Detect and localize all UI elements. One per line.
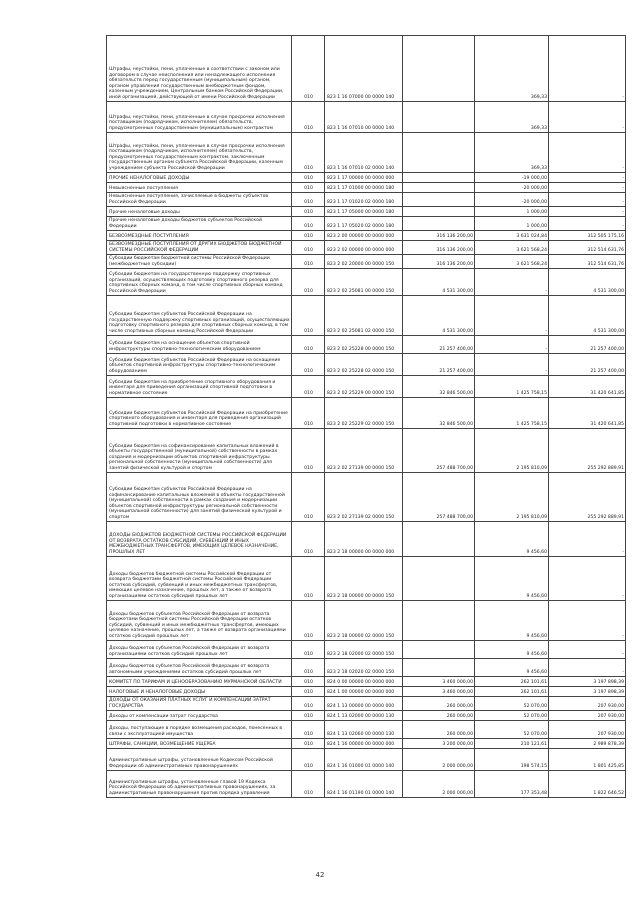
table-row — [107, 183, 626, 193]
row-plan-cell: 257 488 700,00 — [403, 429, 475, 473]
row-plan-cell — [403, 641, 475, 659]
row-name-cell: Субсидии бюджетам субъектов Российской Федерации на оснащение объектов спортивной инфраструктуры спортивно-технологическим оборудованием — [107, 354, 292, 376]
row-plan-cell — [403, 193, 475, 207]
table-row — [107, 241, 626, 255]
row-name-cell: Доходы от компенсации затрат государства — [107, 711, 292, 721]
row-code-cell: 010 — [292, 354, 325, 376]
row-plan-cell — [403, 207, 475, 217]
row-code-cell: 010 — [292, 269, 325, 296]
row-code-cell: 010 — [292, 231, 325, 241]
row-kbk-cell: 823 1 17 05020 02 0000 180 — [325, 217, 403, 231]
row-name-cell: Административные штрафы, установленные Кодексом Российской Федерации об административных правонарушениях — [107, 749, 292, 771]
row-exec-cell: 52 070,00 — [475, 697, 549, 711]
table-row — [107, 721, 626, 739]
row-rest-cell: 1 822 646,52 — [549, 771, 626, 798]
row-kbk-cell: 823 1 16 07010 00 0000 140 — [325, 102, 403, 133]
row-plan-cell: 21 257 400,00 — [403, 354, 475, 376]
row-kbk-cell: 823 2 02 20000 00 0000 150 — [325, 255, 403, 269]
row-exec-cell: 210 121,61 — [475, 739, 549, 749]
row-code-cell: 010 — [292, 336, 325, 354]
row-plan-cell — [403, 36, 475, 102]
row-code-cell: 010 — [292, 207, 325, 217]
row-code-cell: 010 — [292, 749, 325, 771]
row-plan-cell: 2 000 000,00 — [403, 749, 475, 771]
row-code-cell: 010 — [292, 36, 325, 102]
row-kbk-cell: 823 1 17 05000 00 0000 180 — [325, 207, 403, 217]
row-rest-cell: 312 505 175,16 — [549, 231, 626, 241]
row-name-cell: Прочие неналоговые доходы бюджетов субъектов Российской Федерации — [107, 217, 292, 231]
row-exec-cell: - — [475, 336, 549, 354]
row-kbk-cell: 823 1 17 01000 00 0000 180 — [325, 183, 403, 193]
row-exec-cell: 9 456,60 — [475, 641, 549, 659]
row-rest-cell: - — [549, 641, 626, 659]
row-exec-cell: 9 456,60 — [475, 522, 549, 557]
row-plan-cell: 316 136 200,00 — [403, 241, 475, 255]
row-plan-cell: 316 136 200,00 — [403, 231, 475, 241]
table-row — [107, 398, 626, 429]
table-row — [107, 771, 626, 798]
row-rest-cell: - — [549, 601, 626, 641]
row-code-cell: 010 — [292, 255, 325, 269]
row-rest-cell: 4 531 300,00 — [549, 296, 626, 336]
row-rest-cell: 31 420 641,85 — [549, 398, 626, 429]
row-plan-cell: 32 846 500,00 — [403, 376, 475, 398]
row-rest-cell: 255 292 889,91 — [549, 473, 626, 522]
table-row — [107, 173, 626, 183]
row-code-cell: 010 — [292, 398, 325, 429]
row-kbk-cell: 823 1 17 00000 00 0000 000 — [325, 173, 403, 183]
row-plan-cell — [403, 173, 475, 183]
row-exec-cell: 9 456,60 — [475, 601, 549, 641]
row-plan-cell: 257 488 700,00 — [403, 473, 475, 522]
row-name-cell: Доходы, поступающие в порядке возмещения расходов, понесенных в связи с эксплуатацией имущества — [107, 721, 292, 739]
row-exec-cell: 52 070,00 — [475, 711, 549, 721]
row-name-cell: Доходы бюджетов субъектов Российской Федерации от возврата бюджетами бюджетной системы Российской Федерации остатков субсидий, субвенций и иных межбюджетных трансфертов, имеющих целевое назначение, прошлых лет, а также от возврата организациями остатков субсидий прошлых лет — [107, 601, 292, 641]
row-rest-cell: 3 197 898,39 — [549, 687, 626, 697]
row-kbk-cell: 824 0 00 00000 00 0000 000 — [325, 677, 403, 687]
row-rest-cell: 207 930,00 — [549, 721, 626, 739]
row-exec-cell: 1 000,00 — [475, 217, 549, 231]
row-exec-cell: - — [475, 354, 549, 376]
row-plan-cell — [403, 522, 475, 557]
row-kbk-cell: 824 1 16 00000 00 0000 000 — [325, 739, 403, 749]
row-code-cell: 010 — [292, 697, 325, 711]
row-name-cell: Субсидии бюджетам на оснащение объектов спортивной инфраструктуры спортивно-технологическим оборудованием — [107, 336, 292, 354]
table-row — [107, 36, 626, 102]
table-row — [107, 687, 626, 697]
table-row — [107, 231, 626, 241]
row-code-cell: 010 — [292, 217, 325, 231]
row-code-cell: 010 — [292, 473, 325, 522]
row-code-cell: 010 — [292, 133, 325, 173]
row-rest-cell: - — [549, 173, 626, 183]
row-rest-cell: - — [549, 102, 626, 133]
row-plan-cell: 21 257 400,00 — [403, 336, 475, 354]
row-rest-cell: 31 420 641,85 — [549, 376, 626, 398]
row-kbk-cell: 823 2 02 25081 02 0000 150 — [325, 296, 403, 336]
row-kbk-cell: 824 1 16 01000 01 0000 140 — [325, 749, 403, 771]
row-name-cell: ШТРАФЫ, САНКЦИИ, ВОЗМЕЩЕНИЕ УЩЕРБА — [107, 739, 292, 749]
row-kbk-cell: 823 2 18 00000 00 0000 150 — [325, 557, 403, 601]
row-exec-cell: 2 195 810,09 — [475, 429, 549, 473]
row-plan-cell — [403, 601, 475, 641]
row-name-cell: Штрафы, неустойки, пени, уплаченные в соответствии с законом или договором в случае неисполнения или ненадлежащего исполнения обязательств перед государственным (муниципальным) органом, органом управления государственным внебюджетным фондом, казенным учреждением, Центральным банком Российской Федерации, иной организацией, действующей от имени Российской Федерации — [107, 36, 292, 102]
row-name-cell: Субсидии бюджетам субъектов Российской Федерации на софинансирование капитальных вложений в объекты государственной (муниципальной) собственности в рамках создания и модернизации объектов спортивной инфраструктуры региональной собственности (муниципальной собственности) для занятий физической культурой и спортом — [107, 473, 292, 522]
row-code-cell: 010 — [292, 659, 325, 677]
row-rest-cell: 21 257 400,00 — [549, 336, 626, 354]
row-rest-cell: - — [549, 36, 626, 102]
table-row — [107, 207, 626, 217]
row-exec-cell: -20 000,00 — [475, 193, 549, 207]
table-row — [107, 659, 626, 677]
row-exec-cell: 52 070,00 — [475, 721, 549, 739]
table-row — [107, 102, 626, 133]
row-code-cell: 010 — [292, 102, 325, 133]
row-rest-cell: 4 531 300,00 — [549, 269, 626, 296]
row-kbk-cell: 823 2 18 02000 02 0000 150 — [325, 641, 403, 659]
row-rest-cell: - — [549, 217, 626, 231]
table-row — [107, 739, 626, 749]
table-row — [107, 473, 626, 522]
row-kbk-cell: 823 2 02 25228 00 0000 150 — [325, 336, 403, 354]
row-name-cell: Субсидии бюджетам субъектов Российской Федерации на государственную поддержку спортивных организаций, осуществляющих подготовку спортивного резерва для спортивных сборных команд, в том числе спортивных сборных команд Российской Федерации — [107, 296, 292, 336]
row-rest-cell: - — [549, 659, 626, 677]
row-kbk-cell: 823 2 02 00000 00 0000 000 — [325, 241, 403, 255]
table-row — [107, 336, 626, 354]
row-plan-cell: 4 531 300,00 — [403, 296, 475, 336]
row-rest-cell: 312 514 631,76 — [549, 241, 626, 255]
row-exec-cell: -19 000,00 — [475, 173, 549, 183]
row-code-cell: 010 — [292, 721, 325, 739]
row-exec-cell: 2 195 810,09 — [475, 473, 549, 522]
row-name-cell: КОМИТЕТ ПО ТАРИФАМ И ЦЕНООБРАЗОВАНИЮ МУРМАНСКОЙ ОБЛАСТИ — [107, 677, 292, 687]
row-kbk-cell: 824 1 16 01190 01 0000 140 — [325, 771, 403, 798]
row-plan-cell — [403, 557, 475, 601]
row-rest-cell: - — [549, 557, 626, 601]
row-plan-cell: 32 846 500,00 — [403, 398, 475, 429]
row-name-cell: БЕЗВОЗМЕЗДНЫЕ ПОСТУПЛЕНИЯ — [107, 231, 292, 241]
table-row — [107, 749, 626, 771]
table-row — [107, 522, 626, 557]
row-plan-cell: 4 531 300,00 — [403, 269, 475, 296]
row-kbk-cell: 823 2 02 25229 00 0000 150 — [325, 376, 403, 398]
table-row — [107, 711, 626, 721]
table-row — [107, 677, 626, 687]
row-kbk-cell: 824 1 13 02000 00 0000 130 — [325, 711, 403, 721]
budget-revenue-table — [106, 35, 626, 798]
table-row — [107, 429, 626, 473]
row-kbk-cell: 823 2 18 02020 02 0000 150 — [325, 659, 403, 677]
table-row — [107, 217, 626, 231]
row-kbk-cell: 823 2 00 00000 00 0000 000 — [325, 231, 403, 241]
row-rest-cell: 21 257 400,00 — [549, 354, 626, 376]
row-code-cell: 010 — [292, 601, 325, 641]
row-name-cell: Невыясненные поступления — [107, 183, 292, 193]
row-plan-cell: 3 460 000,00 — [403, 687, 475, 697]
row-kbk-cell: 823 2 02 25228 02 0000 150 — [325, 354, 403, 376]
row-exec-cell: 198 574,15 — [475, 749, 549, 771]
row-code-cell: 010 — [292, 677, 325, 687]
row-exec-cell: 1 425 758,15 — [475, 398, 549, 429]
row-rest-cell: - — [549, 133, 626, 173]
row-kbk-cell: 824 1 13 00000 00 0000 000 — [325, 697, 403, 711]
row-name-cell: Штрафы, неустойки, пени, уплаченные в случае просрочки исполнения поставщиком (подрядчиком, исполнителем) обязательств, предусмотренных государственным контрактом, заключенным государственным органом субъекта Российской Федерации, казенным учреждением субъекта Российской Федерации — [107, 133, 292, 173]
row-rest-cell: 207 930,00 — [549, 697, 626, 711]
row-exec-cell: 1 000,00 — [475, 207, 549, 217]
row-name-cell: БЕЗВОЗМЕЗДНЫЕ ПОСТУПЛЕНИЯ ОТ ДРУГИХ БЮДЖЕТОВ БЮДЖЕТНОЙ СИСТЕМЫ РОССИЙСКОЙ ФЕДЕРАЦИИ — [107, 241, 292, 255]
row-exec-cell: 3 631 024,84 — [475, 231, 549, 241]
row-rest-cell: 1 801 425,85 — [549, 749, 626, 771]
row-rest-cell: - — [549, 207, 626, 217]
row-rest-cell: 2 989 878,39 — [549, 739, 626, 749]
row-name-cell: Невыясненные поступления, зачисляемые в бюджеты субъектов Российской Федерации — [107, 193, 292, 207]
row-code-cell: 010 — [292, 241, 325, 255]
row-name-cell: Прочие неналоговые доходы — [107, 207, 292, 217]
row-plan-cell: 2 000 000,00 — [403, 771, 475, 798]
row-code-cell: 010 — [292, 522, 325, 557]
row-exec-cell: 3 621 568,24 — [475, 241, 549, 255]
table-row — [107, 557, 626, 601]
row-exec-cell: 369,33 — [475, 36, 549, 102]
row-plan-cell: 260 000,00 — [403, 711, 475, 721]
row-plan-cell — [403, 659, 475, 677]
row-plan-cell: 3 460 000,00 — [403, 677, 475, 687]
table-row — [107, 133, 626, 173]
row-plan-cell: 316 136 200,00 — [403, 255, 475, 269]
row-rest-cell: - — [549, 193, 626, 207]
row-kbk-cell: 823 2 02 27139 02 0000 150 — [325, 473, 403, 522]
table-row — [107, 193, 626, 207]
row-name-cell: ДОХОДЫ БЮДЖЕТОВ БЮДЖЕТНОЙ СИСТЕМЫ РОССИЙСКОЙ ФЕДЕРАЦИИ ОТ ВОЗВРАТА ОСТАТКОВ СУБСИДИЙ, СУБВЕНЦИЙ И ИНЫХ МЕЖБЮДЖЕТНЫХ ТРАНСФЕРТОВ, ИМЕЮЩИХ ЦЕЛЕВОЕ НАЗНАЧЕНИЕ, ПРОШЛЫХ ЛЕТ — [107, 522, 292, 557]
row-name-cell: Доходы бюджетов субъектов Российской Федерации от возврата организациями остатков субсидий прошлых лет — [107, 641, 292, 659]
row-exec-cell: - — [475, 269, 549, 296]
row-exec-cell: 3 621 568,24 — [475, 255, 549, 269]
row-name-cell: Субсидии бюджетам на приобретение спортивного оборудования и инвентаря для приведения организаций спортивной подготовки в нормативное состояние — [107, 376, 292, 398]
table-row — [107, 601, 626, 641]
row-kbk-cell: 823 1 16 07000 00 0000 140 — [325, 36, 403, 102]
row-rest-cell: 312 514 631,76 — [549, 255, 626, 269]
row-name-cell: Субсидии бюджетам на софинансирование капитальных вложений в объекты государственной (муниципальной) собственности в рамках создания и модернизации объектов спортивной инфраструктуры региональной собственности (муниципальной собственности) для занятий физической культурой и спортом — [107, 429, 292, 473]
row-kbk-cell: 824 1 00 00000 00 0000 000 — [325, 687, 403, 697]
row-exec-cell: 369,33 — [475, 133, 549, 173]
table-row — [107, 697, 626, 711]
table-row — [107, 269, 626, 296]
row-plan-cell — [403, 133, 475, 173]
row-kbk-cell: 823 2 02 27139 00 0000 150 — [325, 429, 403, 473]
table-row — [107, 255, 626, 269]
row-code-cell: 010 — [292, 429, 325, 473]
row-name-cell: Субсидии бюджетам субъектов Российской Федерации на приобретение спортивного оборудования и инвентаря для приведения организаций спортивной подготовки в нормативное состояние — [107, 398, 292, 429]
row-rest-cell: 3 197 898,39 — [549, 677, 626, 687]
row-code-cell: 010 — [292, 557, 325, 601]
row-name-cell: ДОХОДЫ ОТ ОКАЗАНИЯ ПЛАТНЫХ УСЛУГ И КОМПЕНСАЦИИ ЗАТРАТ ГОСУДАРСТВА — [107, 697, 292, 711]
row-exec-cell: - — [475, 296, 549, 336]
row-code-cell: 010 — [292, 641, 325, 659]
row-code-cell: 010 — [292, 183, 325, 193]
row-exec-cell: 262 101,61 — [475, 687, 549, 697]
row-code-cell: 010 — [292, 711, 325, 721]
row-kbk-cell: 824 1 13 02060 00 0000 130 — [325, 721, 403, 739]
row-name-cell: Субсидии бюджетам бюджетной системы Российской Федерации (межбюджетные субсидии) — [107, 255, 292, 269]
row-name-cell: ПРОЧИЕ НЕНАЛОГОВЫЕ ДОХОДЫ — [107, 173, 292, 183]
row-exec-cell: -20 000,00 — [475, 183, 549, 193]
row-code-cell: 010 — [292, 739, 325, 749]
row-plan-cell: 260 000,00 — [403, 697, 475, 711]
row-name-cell: Административные штрафы, установленные главой 19 Кодекса Российской Федерации об административных правонарушениях, за административные правонарушения против порядка управления — [107, 771, 292, 798]
row-plan-cell: 3 200 000,00 — [403, 739, 475, 749]
row-code-cell: 010 — [292, 173, 325, 183]
row-name-cell: Субсидии бюджетам на государственную поддержку спортивных организаций, осуществляющих подготовку спортивного резерва для спортивных сборных команд, в том числе спортивных сборных команд Российской Федерации — [107, 269, 292, 296]
row-plan-cell: 260 000,00 — [403, 721, 475, 739]
row-exec-cell: 9 456,60 — [475, 659, 549, 677]
row-code-cell: 010 — [292, 376, 325, 398]
row-kbk-cell: 823 1 16 07010 02 0000 140 — [325, 133, 403, 173]
row-plan-cell — [403, 102, 475, 133]
row-plan-cell — [403, 183, 475, 193]
row-rest-cell: - — [549, 183, 626, 193]
row-name-cell: Доходы бюджетов бюджетной системы Российской Федерации от возврата бюджетами бюджетной системы Российской Федерации остатков субсидий, субвенций и иных межбюджетных трансфертов, имеющих целевое назначение, прошлых лет, а также от возврата организациями остатков субсидий прошлых лет — [107, 557, 292, 601]
row-name-cell: Штрафы, неустойки, пени, уплаченные в случае просрочки исполнения поставщиком (подрядчиком, исполнителем) обязательств, предусмотренных государственным (муниципальным) контрактом — [107, 102, 292, 133]
row-exec-cell: 262 101,61 — [475, 677, 549, 687]
table-row — [107, 296, 626, 336]
row-exec-cell: 369,33 — [475, 102, 549, 133]
row-code-cell: 010 — [292, 687, 325, 697]
row-rest-cell: 207 930,00 — [549, 711, 626, 721]
row-rest-cell: 255 292 889,91 — [549, 429, 626, 473]
row-kbk-cell: 823 2 02 25229 02 0000 150 — [325, 398, 403, 429]
row-exec-cell: 9 456,60 — [475, 557, 549, 601]
table-body — [107, 36, 626, 798]
row-code-cell: 010 — [292, 296, 325, 336]
table-row — [107, 354, 626, 376]
row-code-cell: 010 — [292, 771, 325, 798]
row-kbk-cell: 823 2 02 25081 00 0000 150 — [325, 269, 403, 296]
page-number: 42 — [315, 871, 325, 879]
row-kbk-cell: 823 2 18 00000 02 0000 150 — [325, 601, 403, 641]
row-exec-cell: 177 353,48 — [475, 771, 549, 798]
row-name-cell: Доходы бюджетов субъектов Российской Федерации от возврата автономными учреждениями остатков субсидий прошлых лет — [107, 659, 292, 677]
row-rest-cell: - — [549, 522, 626, 557]
row-code-cell: 010 — [292, 193, 325, 207]
row-plan-cell — [403, 217, 475, 231]
row-kbk-cell: 823 2 18 00000 00 0000 000 — [325, 522, 403, 557]
table-row — [107, 641, 626, 659]
row-kbk-cell: 823 1 17 01020 02 0000 180 — [325, 193, 403, 207]
row-exec-cell: 1 425 758,15 — [475, 376, 549, 398]
row-name-cell: НАЛОГОВЫЕ И НЕНАЛОГОВЫЕ ДОХОДЫ — [107, 687, 292, 697]
table-row — [107, 376, 626, 398]
